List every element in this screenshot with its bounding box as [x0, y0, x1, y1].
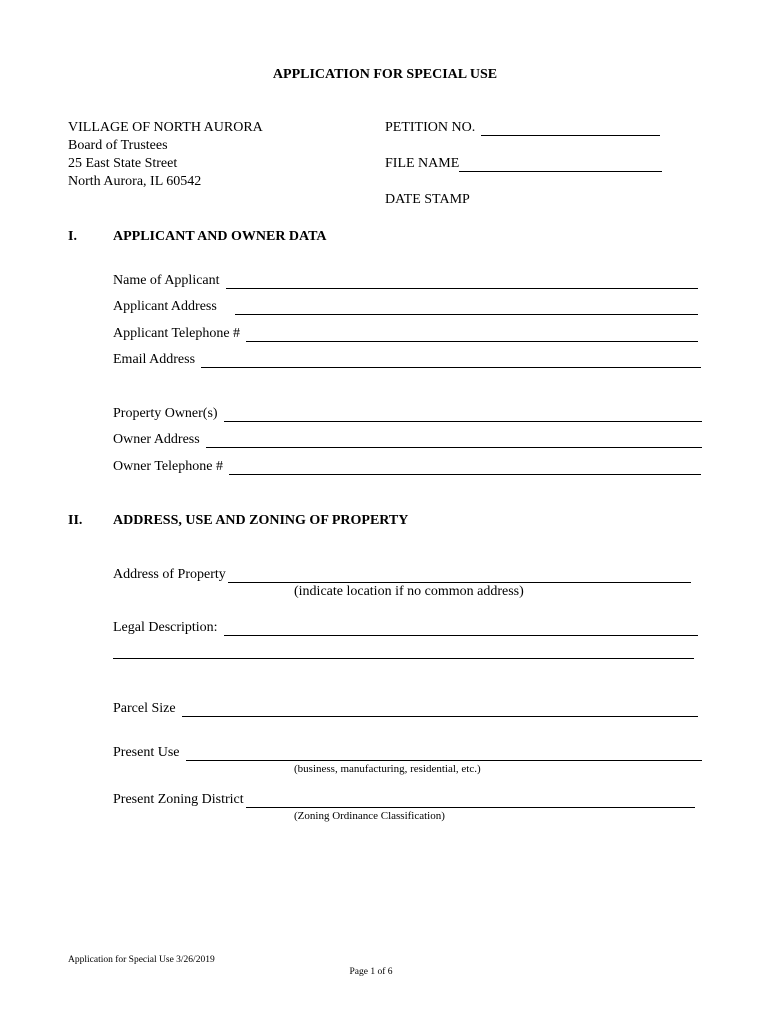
petition-number-field[interactable]	[385, 119, 660, 136]
legal-description-line[interactable]	[224, 622, 698, 636]
applicant-telephone-line[interactable]	[246, 328, 698, 342]
petition-number-line[interactable]	[481, 122, 660, 136]
present-zoning-label: Present Zoning District	[113, 792, 244, 807]
file-name-field[interactable]	[385, 155, 662, 172]
email-line[interactable]	[201, 354, 701, 368]
applicant-address-line[interactable]	[235, 301, 698, 315]
present-zoning-line[interactable]	[246, 794, 695, 808]
legal-description-label: Legal Description:	[113, 620, 218, 635]
addressee-line-3: 25 East State Street	[68, 156, 178, 171]
owner-telephone-line[interactable]	[229, 461, 701, 475]
email-label: Email Address	[113, 352, 196, 367]
present-zoning-note: (Zoning Ordinance Classification)	[294, 810, 445, 822]
property-owner-label: Property Owner(s)	[113, 406, 218, 421]
legal-description-line-2[interactable]	[113, 658, 694, 659]
addressee-line-4: North Aurora, IL 60542	[68, 174, 202, 189]
file-name-line[interactable]	[459, 158, 662, 172]
present-use-line[interactable]	[186, 747, 703, 761]
footer-doc-info: Application for Special Use 3/26/2019	[68, 955, 215, 965]
section-1-heading: APPLICANT AND OWNER DATA	[113, 229, 327, 244]
present-use-field[interactable]	[113, 744, 702, 761]
owner-address-field[interactable]	[113, 431, 702, 448]
present-use-label: Present Use	[113, 745, 180, 760]
parcel-size-field[interactable]	[113, 700, 698, 717]
applicant-name-label: Name of Applicant	[113, 273, 220, 288]
owner-telephone-field[interactable]	[113, 458, 701, 475]
parcel-size-line[interactable]	[182, 703, 698, 717]
section-1-number: I.	[68, 229, 77, 244]
property-address-label: Address of Property	[113, 567, 226, 582]
parcel-size-label: Parcel Size	[113, 701, 176, 716]
addressee-line-1: VILLAGE OF NORTH AURORA	[68, 120, 263, 135]
email-field[interactable]	[113, 351, 701, 368]
owner-address-line[interactable]	[206, 434, 702, 448]
property-address-line[interactable]	[228, 569, 691, 583]
applicant-name-line[interactable]	[226, 275, 698, 289]
applicant-address-field[interactable]	[113, 298, 698, 315]
section-2-heading: ADDRESS, USE AND ZONING OF PROPERTY	[113, 513, 409, 528]
petition-number-label: PETITION NO.	[385, 120, 476, 135]
applicant-telephone-label: Applicant Telephone #	[113, 326, 241, 341]
property-owner-line[interactable]	[224, 408, 702, 422]
file-name-label: FILE NAME	[385, 156, 460, 171]
legal-description-field[interactable]	[113, 619, 698, 636]
applicant-telephone-field[interactable]	[113, 325, 698, 342]
footer-page-number: Page 1 of 6	[349, 967, 393, 977]
owner-address-label: Owner Address	[113, 432, 200, 447]
section-2-number: II.	[68, 513, 83, 528]
property-address-note: (indicate location if no common address)	[294, 584, 524, 599]
applicant-name-field[interactable]	[113, 272, 698, 289]
page-title: APPLICATION FOR SPECIAL USE	[272, 67, 498, 82]
owner-telephone-label: Owner Telephone #	[113, 459, 223, 474]
date-stamp-label: DATE STAMP	[385, 192, 470, 207]
present-zoning-field[interactable]	[113, 791, 695, 808]
property-owner-field[interactable]	[113, 405, 702, 422]
present-use-note: (business, manufacturing, residential, etc.)	[294, 763, 481, 775]
applicant-address-label: Applicant Address	[113, 299, 217, 314]
property-address-field[interactable]	[113, 566, 691, 583]
addressee-line-2: Board of Trustees	[68, 138, 168, 153]
